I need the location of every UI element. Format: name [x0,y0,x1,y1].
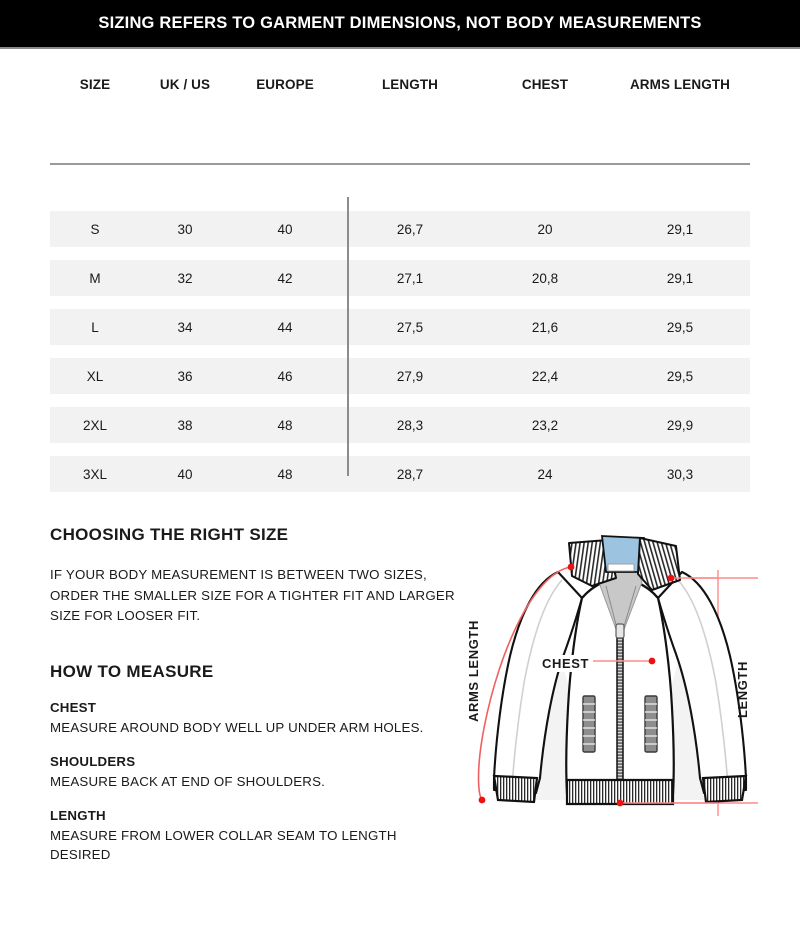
cell-arms-length: 29,1 [666,270,694,286]
column-header-uk-us: UK / US [159,76,211,92]
cell-chest: 20 [537,221,553,237]
cell-size: L [91,319,99,335]
cell-uk-us: 36 [177,368,193,384]
cell-length: 27,1 [396,270,424,286]
table-row-gap [50,394,750,407]
measure-item-shoulders [50,754,460,791]
measure-item-length [50,808,460,864]
cell-chest: 23,2 [531,417,559,433]
cell-chest: 20,8 [531,270,559,286]
cell-length: 28,3 [396,417,424,433]
cell-arms-length: 29,1 [666,221,694,237]
page-title: SIZING REFERS TO GARMENT DIMENSIONS, NOT BODY MEASUREMENTS [98,14,702,32]
header-divider-rule [0,47,800,49]
cell-uk-us: 34 [177,319,193,335]
measure-item-title: CHEST [50,699,97,715]
cell-length: 28,7 [396,466,424,482]
table-row-gap [50,247,750,260]
measure-item-title: SHOULDERS [50,753,136,769]
jacket-center-zip [617,632,623,794]
column-header-arms-length: ARMS LENGTH [629,76,731,92]
cell-uk-us: 40 [177,466,193,482]
cell-europe: 46 [277,368,293,384]
cell-europe: 44 [277,319,293,335]
cell-europe: 48 [277,466,293,482]
cell-europe: 48 [277,417,293,433]
cell-size: XL [86,368,104,384]
cell-arms-length: 30,3 [666,466,694,482]
length-diagram-label: LENGTH [735,660,750,718]
table-row [50,407,750,443]
table-row-gap [50,345,750,358]
cell-uk-us: 38 [177,417,193,433]
size-chart-table [50,60,750,492]
table-row [50,358,750,394]
cell-length: 27,9 [396,368,424,384]
cell-size: M [89,270,101,286]
column-header-size: SIZE [79,76,111,92]
chest-diagram-label: CHEST [539,655,593,672]
column-header-chest: CHEST [521,76,569,92]
choosing-size-heading: CHOOSING THE RIGHT SIZE [50,525,289,544]
cell-size: 2XL [82,417,108,433]
measure-item-desc: MEASURE FROM LOWER COLLAR SEAM TO LENGTH DESIRED [50,827,397,862]
table-row-gap [50,296,750,309]
table-header-spacer [50,108,750,211]
jacket-zip-pull [616,624,624,638]
cell-length: 26,7 [396,221,424,237]
how-to-measure-heading: HOW TO MEASURE [50,661,214,681]
table-header-underline [50,163,750,165]
measure-item-title: LENGTH [50,807,106,823]
choosing-size-body: IF YOUR BODY MEASUREMENT IS BETWEEN TWO SIZES, ORDER THE SMALLER SIZE FOR A TIGHTER FIT AND LARGER SIZE FOR LOOSER FIT. [50,567,455,623]
jacket-collar-tab [608,564,634,571]
anchor-hem-center [617,800,624,807]
jacket-illustration [494,536,746,804]
jacket-left-cuff [494,776,537,802]
arms-length-diagram-label: ARMS LENGTH [466,620,481,722]
page-header-bar [0,0,800,47]
table-row-gap [50,443,750,456]
cell-arms-length: 29,5 [666,368,694,384]
measure-item-chest [50,700,460,737]
table-row [50,211,750,247]
cell-chest: 21,6 [531,319,559,335]
jacket-right-cuff [703,776,746,802]
column-header-length: LENGTH [381,76,439,92]
measure-item-desc: MEASURE AROUND BODY WELL UP UNDER ARM HOLES. [50,719,424,735]
anchor-left-shoulder [568,564,575,571]
cell-europe: 40 [277,221,293,237]
anchor-right-shoulder [668,575,675,582]
table-row [50,309,750,345]
cell-size: S [90,221,100,237]
table-row [50,456,750,492]
table-row [50,260,750,296]
anchor-left-cuff [479,797,486,804]
cell-uk-us: 30 [177,221,193,237]
cell-chest: 22,4 [531,368,559,384]
guidance-text-column [50,525,460,881]
cell-length: 27,5 [396,319,424,335]
cell-europe: 42 [277,270,293,286]
cell-arms-length: 29,5 [666,319,694,335]
table-header-row [50,60,750,108]
cell-size: 3XL [82,466,108,482]
table-column-divider [347,197,349,476]
anchor-chest-right [649,658,656,665]
cell-chest: 24 [537,466,553,482]
cell-uk-us: 32 [177,270,193,286]
cell-arms-length: 29,9 [666,417,694,433]
column-header-europe: EUROPE [256,76,314,92]
jacket-collar-right [638,538,680,590]
measure-item-desc: MEASURE BACK AT END OF SHOULDERS. [50,773,326,789]
